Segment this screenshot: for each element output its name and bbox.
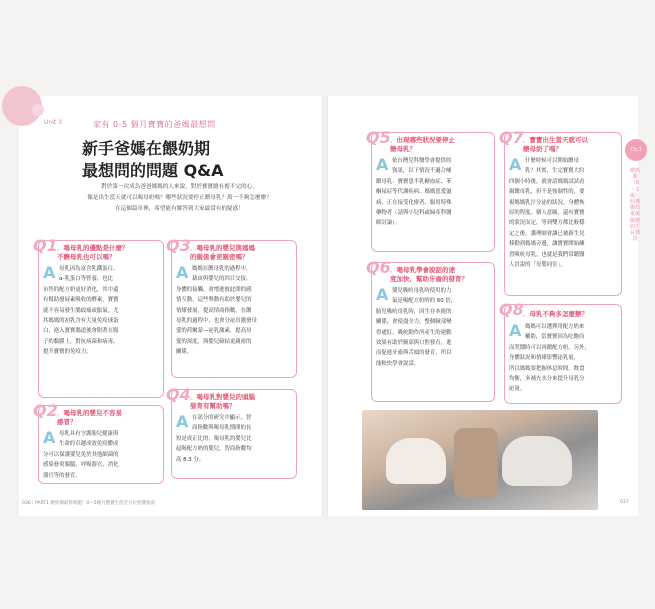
answer-line: 關係，會使盡全力，整個臉部變 — [376, 319, 452, 326]
intro-text — [42, 182, 317, 215]
answer-line: 什麼時候可以開始餵母 — [525, 158, 579, 164]
answer-line: 藉由與嬰兒的四目交接、 — [192, 276, 252, 283]
answer-line: 餵母乳：寶寶患半乳糖血症、苯 — [376, 178, 452, 185]
answer-text — [176, 413, 294, 465]
question-line: ．喝母乳的優點是什麼？ — [57, 244, 129, 252]
answer-line: 母乳因為富含乳鐵蛋白、 — [59, 266, 119, 272]
qa-card-q8 — [499, 300, 622, 404]
answer-line: 四個小時後，就會請媽媽試試看 — [509, 178, 585, 185]
answer-line: 人員說的「母嬰同室」。 — [509, 262, 566, 269]
question-line: 感冒？ — [57, 417, 77, 426]
answer-line: 病、正在接受化療者、服用特殊 — [376, 199, 452, 206]
answer-line: 情緒發展，提高情商指數，在餵 — [176, 307, 252, 314]
answer-line: 能較快學會說話。 — [376, 360, 420, 367]
answer-text — [43, 429, 161, 481]
baby-shoes-photo — [362, 410, 598, 510]
question-line: 的親係會更親密嗎？ — [190, 252, 249, 261]
answer-line: 定之後，護理師會讓已被新生兒 — [509, 230, 585, 237]
question-number: Q3 — [166, 236, 191, 255]
question-text — [190, 244, 255, 261]
answer-line: 所以媽媽要把握休息時間，飲食 — [509, 365, 585, 372]
question-line: 餵母乳？ — [390, 144, 416, 153]
answer-text — [43, 264, 161, 358]
answer-line: 身體的接觸，會增進彼此間的感 — [176, 286, 252, 293]
intro-line: 像是出生當天就可以喝母奶嗎？哪些狀況要停止餵母乳？萬一不夠怎麼辦？ — [87, 195, 272, 201]
question-number: Q4 — [166, 385, 191, 404]
answer-line: 就不容易發生腸絞痛或脹氣。尤 — [43, 307, 119, 314]
page-subtitle: 家有 0-5 個月寶寶的爸媽最想問 — [93, 120, 216, 129]
answer-line: 原的程度、個人意願，還有寶寶 — [509, 210, 585, 217]
answer-line: 有幫助發展素吸收的酵素，寶寶 — [43, 297, 119, 304]
answer-text — [376, 286, 492, 369]
answer-line: 媽媽可以選擇用配方奶來 — [525, 324, 585, 330]
question-number: Q1 — [33, 236, 58, 255]
question-text — [523, 136, 588, 153]
answer-text — [509, 156, 621, 270]
chapter-tab: Ch.1 — [625, 139, 647, 161]
footer-left: 036｜PART1 餵奶期最常問題！0～5個月寶寶生活全方位照護指南 — [22, 501, 156, 506]
question-text — [57, 244, 129, 261]
qa-card-q3 — [166, 236, 297, 378]
question-line: 不餵母乳也可以嗎？ — [57, 252, 116, 261]
answer-line: 生命的卓越成效免疫體成 — [59, 441, 119, 448]
answer-line: 高 8.3 分。 — [176, 456, 205, 463]
qa-card-q7 — [499, 128, 622, 296]
answer-letter: A — [376, 155, 389, 174]
answer-line: 身體狀況和情緒影響泌乳量， — [509, 355, 580, 362]
answer-line: 親餵母乳，但不是強制性的，要 — [509, 189, 585, 196]
question-line: 餵母奶了嗎？ — [523, 144, 562, 153]
qa-card-q5 — [366, 128, 495, 252]
answer-line: 器官等的發育。 — [43, 472, 81, 479]
answer-line: 情互動，這些舉動有助於嬰兒的 — [176, 297, 252, 304]
answer-line: 得通紅。吸吮動作所產生的運動 — [376, 329, 452, 336]
qa-card-q1 — [33, 236, 164, 398]
question-line: 度加快、幫助牙齒的發育？ — [390, 274, 468, 283]
answer-letter: A — [509, 321, 522, 340]
answer-line: 而促進牙齒與舌頭的發育，所以 — [376, 350, 452, 357]
answer-text — [176, 264, 294, 358]
answer-line: 母乳的過程中，也會分泌出激發母 — [176, 318, 257, 325]
answer-letter: A — [376, 285, 389, 304]
baby-shoe-left — [386, 438, 446, 484]
answer-line: 資訊，以下情況不適合哺 — [392, 168, 452, 175]
question-number: Q7 — [499, 128, 524, 147]
answer-line: 子的黏膜上，對抗病菌和病毒， — [43, 338, 119, 345]
question-text — [190, 393, 255, 410]
question-text — [57, 409, 122, 426]
answer-line: 在部分的研究中顯示，智 — [192, 415, 252, 421]
intro-line: 對於第一次成為爸爸媽媽的人來說，對於寶寶總有擔不完的心， — [101, 184, 258, 190]
question-line: ．喝母乳的嬰兒不容易 — [57, 409, 122, 417]
answer-letter: A — [43, 263, 56, 282]
question-line: 發育有幫助嗎？ — [190, 401, 236, 410]
answer-letter: A — [509, 155, 522, 174]
question-line: ．出現哪些狀況要停止 — [390, 136, 455, 144]
answer-line: 愛的深度，與嬰兒締結更親密的 — [176, 338, 252, 345]
question-line: ．喝母乳對嬰兒的頭腦 — [190, 393, 255, 401]
question-text — [523, 310, 588, 319]
answer-line: 而哭鬧時可以再餵配方奶，另外， — [509, 344, 590, 351]
answer-line: 效果有助於臉部與口腔發育，進 — [376, 340, 452, 347]
answer-line: 愛的荷爾蒙—泌乳激素，提高母 — [176, 328, 252, 335]
question-number: Q6 — [366, 258, 391, 277]
answer-line: 感染發炎腸腦、呼吸器官、消化 — [43, 462, 119, 469]
question-line: ．喝母乳的嬰兒與媽媽 — [190, 244, 255, 252]
question-number: Q2 — [33, 401, 58, 420]
question-line: ．寶寶出生當天就可以 — [523, 136, 588, 144]
question-text — [390, 266, 468, 283]
answer-text — [376, 156, 492, 229]
page-title-line-1: 新手爸媽在餵奶期 — [82, 139, 211, 158]
answer-line: 嬰兒吸吮母乳時使用的力 — [392, 288, 452, 294]
question-number: Q8 — [499, 300, 524, 319]
answer-line: α-乳蛋白等營養，也比 — [59, 276, 114, 283]
answer-line: 其媽媽的初乳含有大量免疫球蛋 — [43, 318, 119, 325]
unit-label: Unit 3 — [44, 119, 62, 126]
answer-line: 依台灣兒科醫學會提供的 — [392, 158, 452, 164]
answer-line: 移動到媽媽旁邊，讓寶寶開始練 — [509, 241, 585, 248]
question-number: Q5 — [366, 128, 391, 147]
answer-line: 視媽媽乳汁分泌的狀況、身體恢 — [509, 199, 585, 206]
qa-card-q6 — [366, 258, 495, 402]
answer-line: 短是成正比的，喝母乳的嬰兒比 — [176, 435, 252, 442]
baby-sock — [454, 428, 498, 498]
answer-line: 乳？其實，生完寶寶大約 — [525, 168, 585, 175]
answer-line: 媽媽在餵母乳的過程中， — [192, 266, 252, 272]
intro-line: 在這個篇章裡，希望能有解答到大家最常有的疑惑！ — [115, 206, 244, 212]
answer-letter: A — [43, 428, 56, 447]
page-title-line-2: 最想問的問題 Q&A — [82, 161, 224, 180]
question-line: ．喝母乳學會說話的速 — [390, 266, 455, 274]
answer-line: 提升寶寶的免疫力。 — [43, 349, 92, 356]
answer-line: 氣是喝配方奶時的 60 倍， — [392, 298, 457, 305]
answer-line: 白，進入寶寶腸道後會附著在腸 — [43, 328, 119, 335]
answer-letter: A — [176, 263, 189, 282]
qa-card-q4 — [166, 385, 297, 479]
answer-line: 師討論）。 — [376, 220, 401, 227]
baby-shoe-right — [502, 436, 572, 486]
answer-line: 母乳具有守護胎兒健康與 — [59, 431, 119, 437]
chapter-side-text: 餵奶期（0～1歲）照護嬰幼童最關鍵的生長階段 — [629, 168, 640, 243]
answer-line: 泌量。 — [509, 386, 526, 393]
answer-line: 輔助，當寶寶因為吃飽而 — [525, 334, 585, 341]
answer-line: 市售的配方奶更好消化，其中還 — [43, 286, 119, 293]
decorative-circle-small — [32, 104, 44, 116]
question-line: ．母乳不夠多怎麼辦？ — [523, 310, 588, 318]
answer-text — [509, 322, 621, 395]
answer-line: 藥物者（請與小兒科或婦產科醫 — [376, 210, 452, 217]
answer-line: 胎兒吸吮母乳時，因生存本能的 — [376, 308, 452, 315]
answer-line: 起喝配方奶的嬰兒，智商指數均 — [176, 446, 252, 453]
question-text — [390, 136, 455, 153]
answer-letter: A — [176, 412, 189, 431]
answer-line: 分可以保護嬰兒免於其他細菌的 — [43, 451, 119, 458]
answer-line: 習吸吮母乳，也就是我們常聽醫 — [509, 251, 585, 258]
answer-line: 酮尿症等代謝疾病、媽媽患愛滋 — [376, 189, 452, 196]
qa-card-q2 — [33, 401, 164, 484]
answer-line: 商指數與喝母乳期間的長 — [192, 425, 252, 432]
page-number: 037 — [620, 500, 629, 505]
answer-line: 關係。 — [176, 349, 193, 356]
answer-line: 均衡，多補充水分來提升母乳分 — [509, 376, 585, 383]
answer-line: 的狀況而定，等到雙方都比較穩 — [509, 220, 585, 227]
